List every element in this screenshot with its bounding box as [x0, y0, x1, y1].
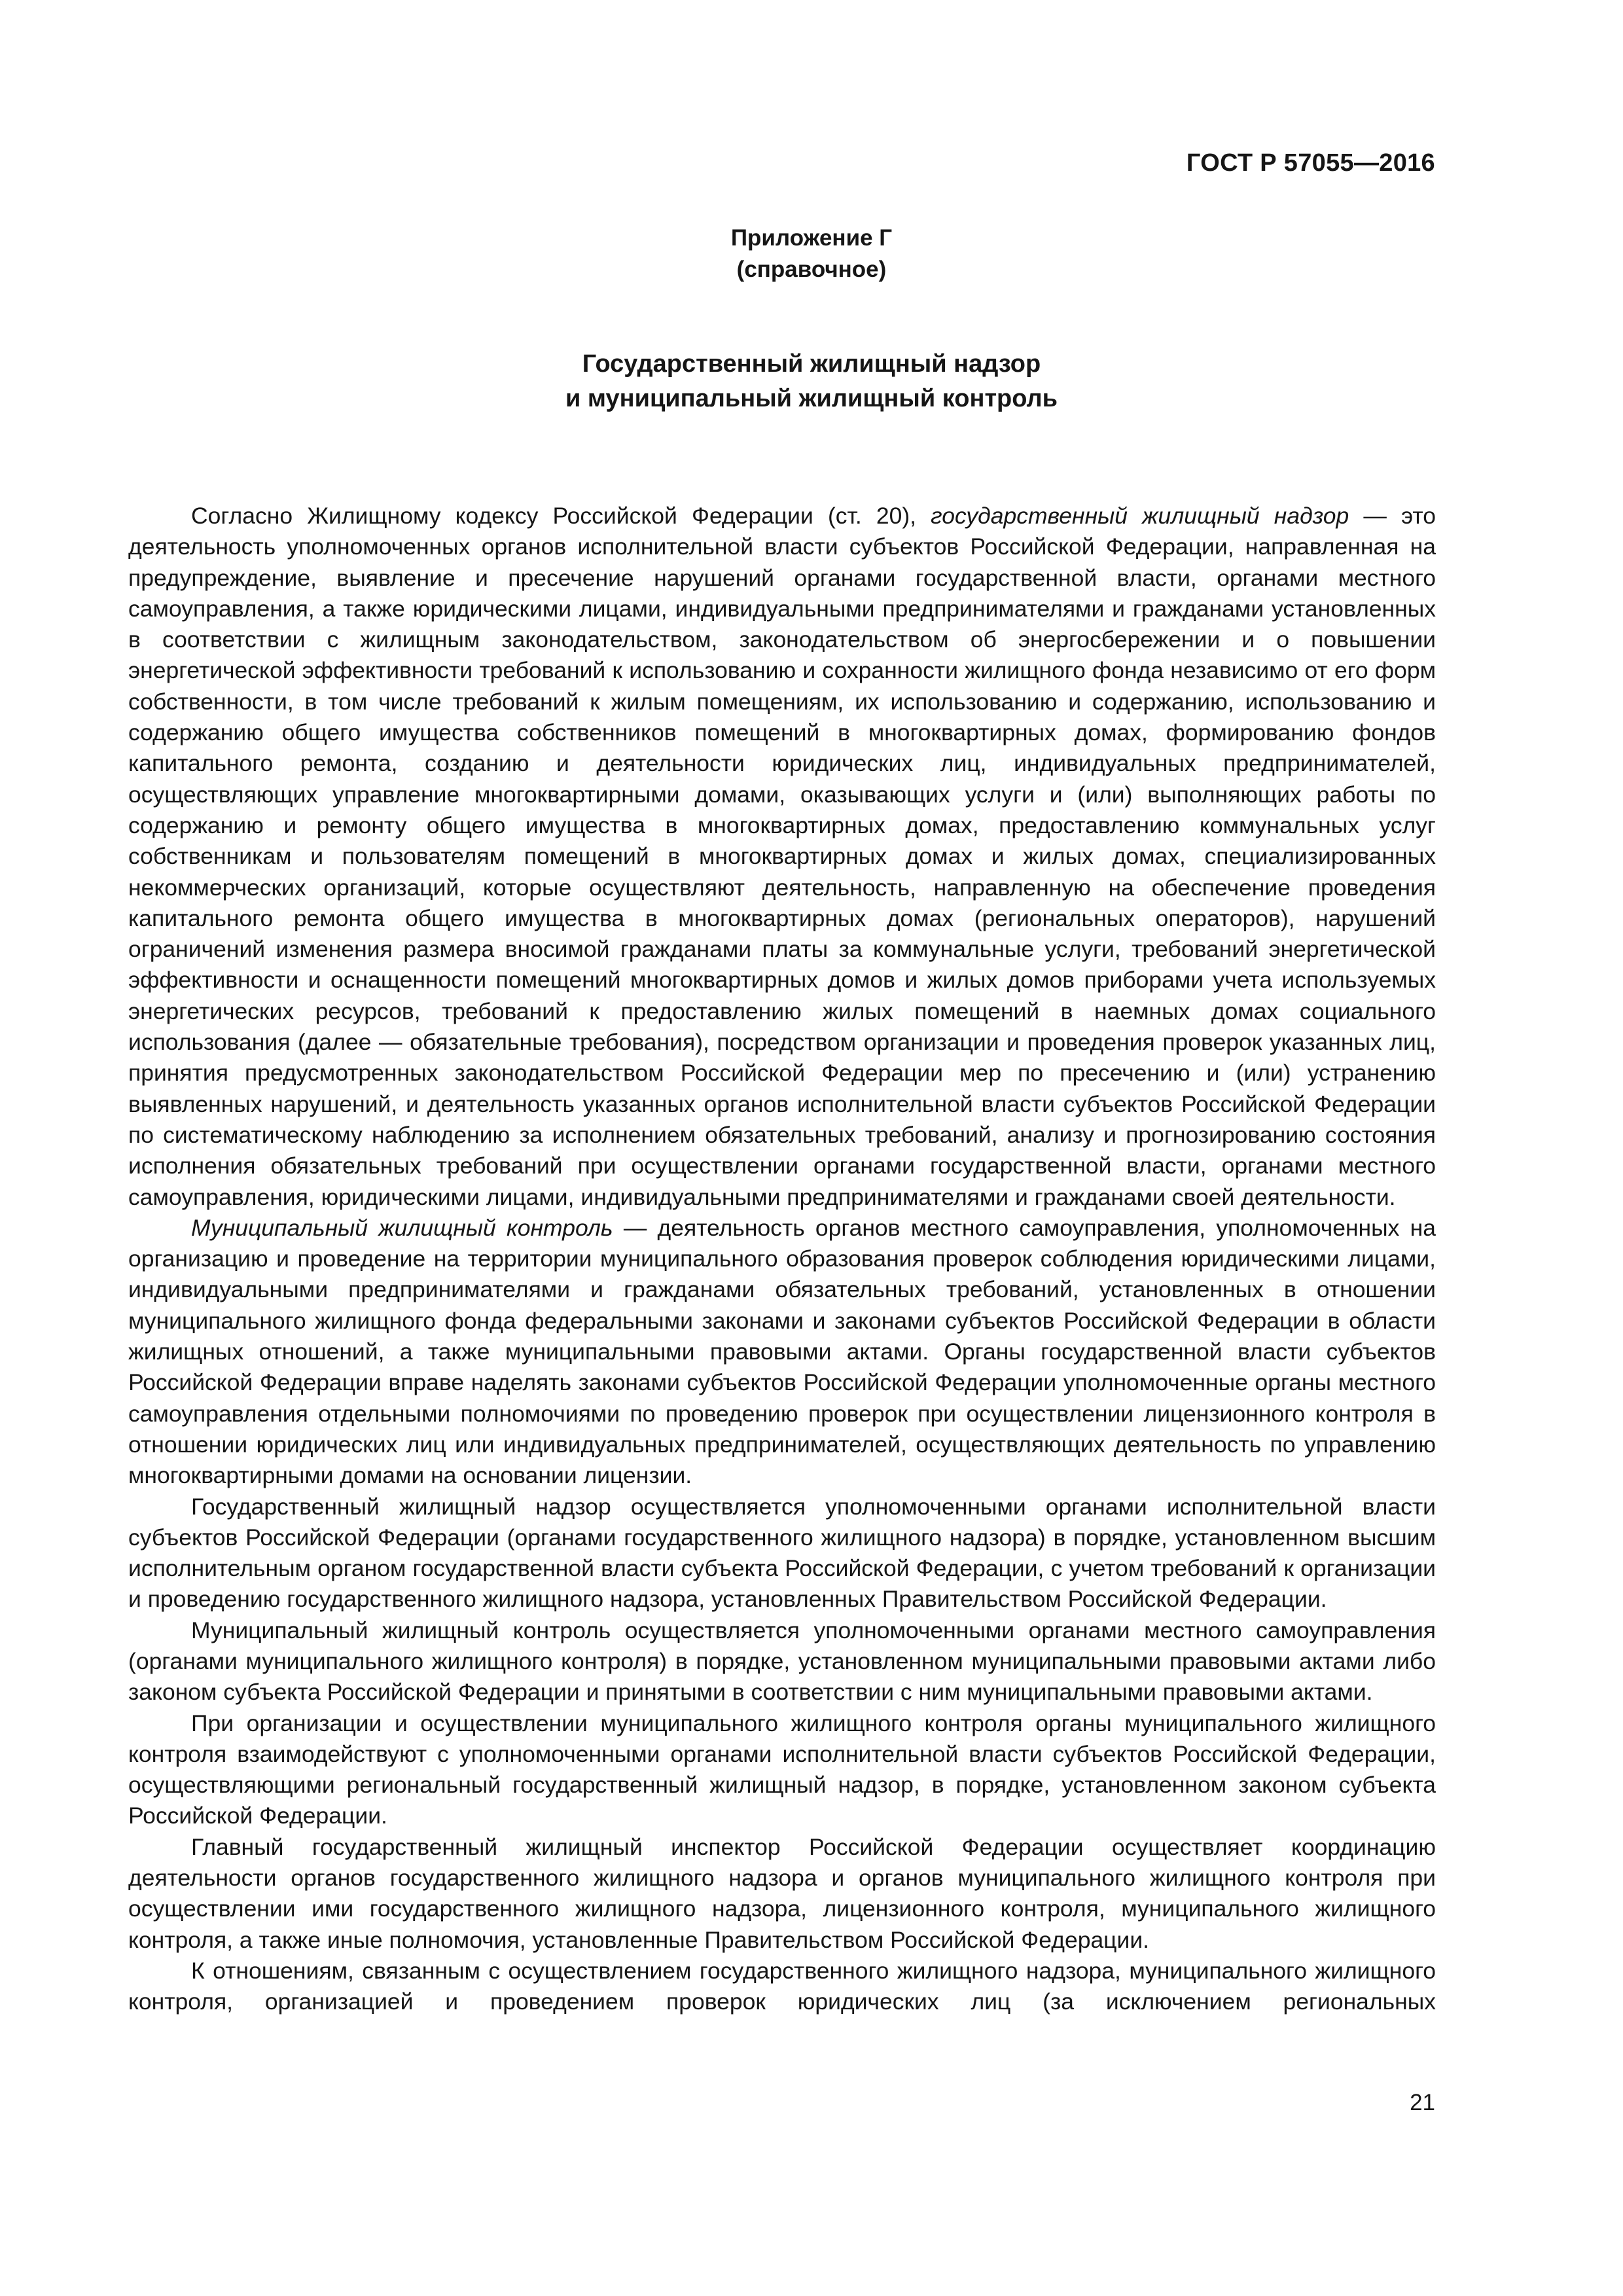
paragraph-lead: Согласно Жилищному кодексу Российской Федерации (ст. 20), [191, 503, 931, 529]
paragraph-5 [128, 1708, 1436, 1832]
paragraph-7 [128, 1956, 1436, 2018]
paragraph-2 [128, 1213, 1436, 1492]
paragraph-text: При организации и осуществлении муниципального жилищного контроля органы муниципального жилищного контроля взаимодействуют с уполномоченными органами исполнительной власти субъектов Российской Федерации, осуществляющими региональный государственный жилищный надзор, в порядке, установленном законом субъекта Российской Федерации. [128, 1710, 1436, 1829]
page-number: 21 [1410, 2090, 1435, 2115]
title-line-1: Государственный жилищный надзор [582, 350, 1041, 378]
paragraph-3 [128, 1492, 1436, 1615]
paragraph-text: Государственный жилищный надзор осуществляется уполномоченными органами исполнительной власти субъектов Российской Федерации (органами государственного жилищного надзора) в порядке, установленном высшим исполнительным органом государственной власти субъекта Российской Федерации, с учетом требований к организации и проведению государственного жилищного надзора, установленных Правительством Российской Федерации. [128, 1493, 1436, 1613]
defined-term: государственный жилищный надзор [931, 503, 1349, 529]
paragraph-text: К отношениям, связанным с осуществлением государственного жилищного надзора, муниципального жилищного контроля, организацией и проведением проверок юридических лиц (за исключением региональных [128, 1957, 1436, 2015]
appendix-label: Приложение Г [730, 225, 893, 251]
page-title [0, 347, 1623, 416]
document-code: ГОСТ Р 57055—2016 [1186, 149, 1435, 177]
paragraph-6 [128, 1832, 1436, 1956]
paragraph-text: — это деятельность уполномоченных органов исполнительной власти субъектов Российской Федерации, направленная на предупреждение, выявление и пресечение нарушений органами государственной власти, органами местного самоуправления, а также юридическими лицами, индивидуальными предпринимателями и гражданами установленных в соответствии с жилищным законодательством, законодательством об энергосбережении и о повышении энергетической эффективности требований к использованию и сохранности жилищного фонда независимо от его форм собственности, в том числе требований к жилым помещениям, их использованию и содержанию, использованию и содержанию общего имущества собственников помещений в многоквартирных домах, формированию фондов капитального ремонта, созданию и деятельности юридических лиц, индивидуальных предпринимателей, осуществляющих управление многоквартирными домами, оказывающих услуги и (или) выполняющих работы по содержанию и ремонту общего имущества в многоквартирных домах, предоставлению коммунальных услуг собственникам и пользователям помещений в многоквартирных домах и жилых домах, специализированных некоммерческих организаций, которые осуществляют деятельность, направленную на обеспечение проведения капитального ремонта общего имущества в многоквартирных домах (региональных операторов), нарушений ограничений изменения размера вносимой гражданами платы за коммунальные услуги, требований энергетической эффективности и оснащенности помещений многоквартирных домов и жилых домов приборами учета используемых энергетических ресурсов, требований к предоставлению жилых помещений в наемных домах социального использования (далее — обязательные требования), посредством организации и проведения проверок указанных лиц, принятия предусмотренных законодательством Российской Федерации мер по пресечению и (или) устранению выявленных нарушений, и деятельность указанных органов исполнительной власти субъектов Российской Федерации по систематическому наблюдению за исполнением обязательных требований, анализу и прогнозированию состояния исполнения обязательных требований при осуществлении органами государственной власти, органами местного самоуправления, юридическими лицами, индивидуальными предпринимателями и гражданами своей деятельности. [128, 503, 1436, 1210]
paragraph-text: Главный государственный жилищный инспектор Российской Федерации осуществляет координацию деятельности органов государственного жилищного надзора и органов муниципального жилищного контроля при осуществлении ими государственного жилищного надзора, лицензионного контроля, муниципального жилищного контроля, а также иные полномочия, установленные Правительством Российской Федерации. [128, 1833, 1436, 1953]
body-text [128, 501, 1436, 2018]
defined-term: Муниципальный жилищный контроль [191, 1214, 613, 1241]
paragraph-4 [128, 1615, 1436, 1708]
title-line-2: и муниципальный жилищный контроль [565, 385, 1058, 412]
paragraph-text: Муниципальный жилищный контроль осуществляется уполномоченными органами местного самоуправления (органами муниципального жилищного контроля) в порядке, установленном муниципальными правовыми актами либо законом субъекта Российской Федерации и принятыми в соответствии с ним муниципальными правовыми актами. [128, 1617, 1436, 1706]
paragraph-1 [128, 501, 1436, 1213]
appendix-heading [0, 223, 1623, 285]
appendix-kind: (справочное) [736, 257, 887, 282]
paragraph-text: — деятельность органов местного самоуправления, уполномоченных на организацию и проведение на территории муниципального образования проверок соблюдения юридическими лицами, индивидуальными предпринимателями и гражданами обязательных требований, установленных в отношении муниципального жилищного фонда федеральными законами и законами субъектов Российской Федерации в области жилищных отношений, а также муниципальными правовыми актами. Органы государственной власти субъектов Российской Федерации вправе наделять законами субъектов Российской Федерации уполномоченные органы местного самоуправления отдельными полномочиями по проведению проверок при осуществлении лицензионного контроля в отношении юридических лиц или индивидуальных предпринимателей, осуществляющих деятельность по управлению многоквартирными домами на основании лицензии. [128, 1214, 1436, 1489]
